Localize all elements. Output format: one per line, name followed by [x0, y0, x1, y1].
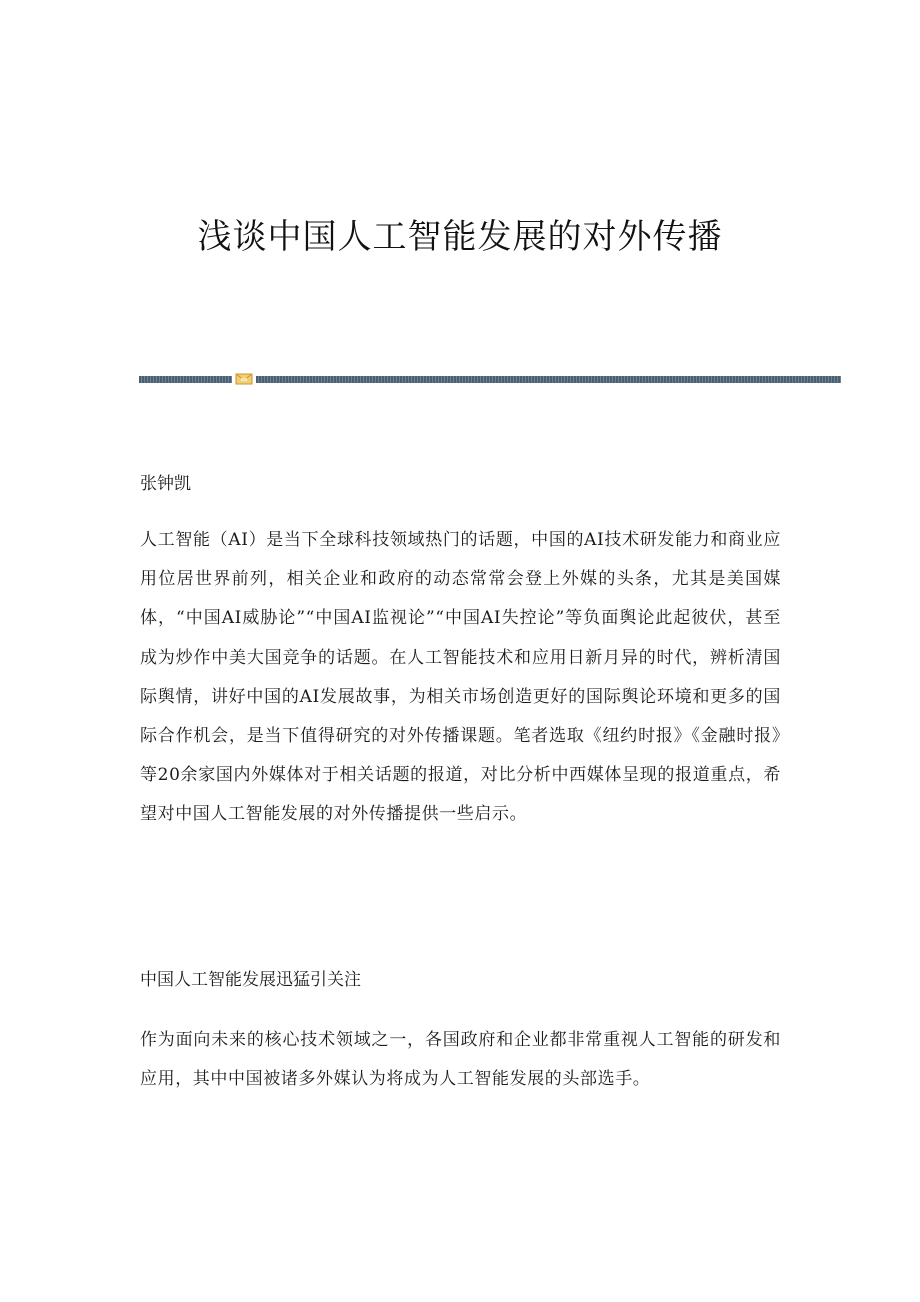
- body-paragraph-section: 作为面向未来的核心技术领域之一，各国政府和企业都非常重视人工智能的研发和应用，其中中国被诸多外媒认为将成为人工智能发展的头部选手。: [140, 1030, 781, 1090]
- divider-bar-right: [256, 376, 841, 383]
- document-title: 浅谈中国人工智能发展的对外传播: [197, 217, 723, 257]
- title-divider: [139, 373, 841, 385]
- body-paragraph-intro: 人工智能（AI）是当下全球科技领域热门的话题，中国的AI技术研发能力和商业应用位居世界前列，相关企业和政府的动态常常会登上外媒的头条，尤其是美国媒体，“中国AI威胁论”“中国AI监视论”“中国AI失控论”等负面舆论此起彼伏，甚至成为炒作中美大国竞争的话题。在人工智能技术和应用日新月异的时代，辨析清国际舆情，讲好中国的AI发展故事，为相关市场创造更好的国际舆论环境和更多的国际合作机会，是当下值得研究的对外传播课题。笔者选取《纽约时报》《金融时报》等20余家国内外媒体对于相关话题的报道，对比分析中西媒体呈现的报道重点，希望对中国人工智能发展的对外传播提供一些启示。: [140, 530, 781, 825]
- envelope-icon: [235, 373, 253, 385]
- section-heading: 中国人工智能发展迅猛引关注: [140, 970, 361, 990]
- author-name: 张钟凯: [140, 474, 191, 494]
- divider-bar-left: [139, 376, 232, 383]
